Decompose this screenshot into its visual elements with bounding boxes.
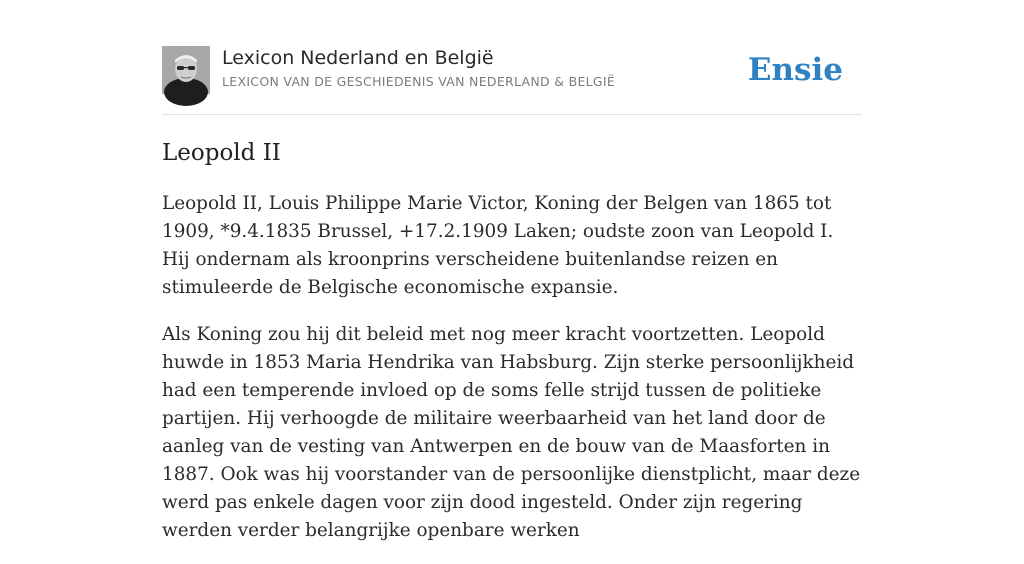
ensie-logo[interactable]: Ensie (747, 52, 843, 88)
source-header (162, 46, 862, 115)
article-body (162, 190, 862, 564)
article-paragraph: Leopold II, Louis Philippe Marie Victor, Koning der Belgen van 1865 tot 1909, *9.4.1835 Brussel, +17.2.1909 Laken; oudste zoon van Leopold I. Hij ondernam als kroonprins verscheidene buitenlandse reizen en stimuleerde de Belgische economische expansie. (162, 193, 834, 298)
source-name[interactable]: Lexicon Nederland en België (222, 47, 494, 69)
author-portrait-image (162, 46, 210, 94)
source-subtitle: LEXICON VAN DE GESCHIEDENIS VAN NEDERLAND & BELGIË (222, 74, 616, 89)
author-avatar[interactable] (162, 46, 210, 94)
article-paragraph: Als Koning zou hij dit beleid met nog meer kracht voortzetten. Leopold huwde in 1853 Maria Hendrika van Habsburg. Zijn sterke persoonlijkheid had een temperende invloed op de soms felle strijd tussen de politieke partijen. Hij verhoogde de militaire weerbaarheid van het land door de aanleg van de vesting van Antwerpen en de bouw van de Maasforten in 1887. Ook was hij voorstander van de persoonlijke dienstplicht, maar deze werd pas enkele dagen voor zijn dood ingesteld. Onder zijn regering werden verder belangrijke openbare werken (162, 324, 861, 541)
article-title: Leopold II (162, 140, 281, 166)
